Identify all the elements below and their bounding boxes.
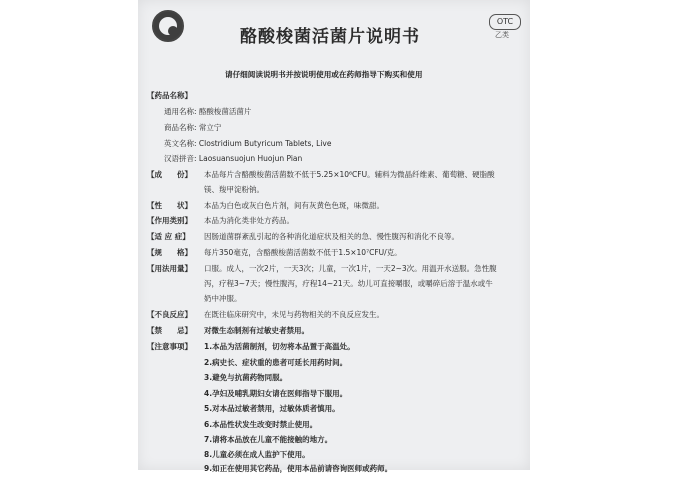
field-label: 通用名称: [164, 107, 197, 116]
section-label: 【成 份】 [147, 170, 192, 179]
field-value: Laosuansuojun Huojun Pian [198, 154, 303, 163]
precaution-item: 9.如正在使用其它药品，使用本品前请咨询医师或药师。 [204, 464, 393, 473]
section-text: 口服。成人，一次2片，一天3次；儿童，一次1片，一天2~3次。用温开水送服。急性腹 [204, 264, 497, 273]
section-text-continued: 泻，疗程3~7天；慢性腹泻，疗程14~21天。幼儿可直接嚼服，或嚼碎后溶于温水或牛 [204, 279, 493, 288]
field-value: 酪酸梭菌活菌片 [198, 107, 252, 116]
document-title: 酪酸梭菌活菌片说明书 [240, 27, 420, 47]
section-label: 【作用类别】 [147, 216, 192, 225]
precaution-item: 7.请将本品放在儿童不能接触的地方。 [204, 435, 333, 444]
field-english-name [164, 136, 331, 151]
section-composition [147, 167, 495, 182]
section-text: 本品每片含酪酸梭菌活菌数不低于5.25×10⁶CFU。辅料为微晶纤维素、葡萄糖、硬脂酸 [204, 170, 495, 179]
precaution-item: 5.对本品过敏者禁用，过敏体质者慎用。 [204, 404, 340, 413]
section-category [147, 213, 294, 228]
section-text: 本品为白色或灰白色片剂，间有灰黄色色斑，味微甜。 [204, 201, 384, 210]
field-generic-name [164, 104, 251, 119]
section-label: 【性 状】 [147, 201, 192, 210]
section-label: 【注意事项】 [147, 342, 192, 351]
field-label: 商品名称: [164, 123, 197, 132]
precaution-item: 3.避免与抗菌药物同服。 [204, 373, 288, 382]
section-indications [147, 229, 459, 244]
section-label: 【适 应 症】 [147, 232, 190, 241]
section-description [147, 198, 384, 213]
section-text-continued: 奶中冲服。 [204, 294, 242, 303]
section-adverse-reactions [147, 307, 384, 322]
field-value: Clostridium Butyricum Tablets, Live [198, 139, 332, 148]
section-label: 【不良反应】 [147, 310, 192, 319]
section-label: 【规 格】 [147, 248, 192, 257]
section-text: 每片350毫克，含酪酸梭菌活菌数不低于1.5×10⁷CFU/克。 [204, 248, 402, 257]
precaution-item: 4.孕妇及哺乳期妇女请在医师指导下服用。 [204, 389, 348, 398]
field-value: 常立宁 [198, 123, 222, 132]
precaution-item: 2.病史长、症状重的患者可延长用药时间。 [204, 358, 348, 367]
field-trade-name [164, 120, 221, 135]
section-text: 本品为消化类非处方药品。 [204, 216, 294, 225]
otc-badge: OTC [489, 14, 521, 30]
section-contraindications [147, 323, 309, 338]
field-label: 汉语拼音: [164, 154, 197, 163]
company-logo-icon [152, 10, 184, 42]
section-label: 【禁 忌】 [147, 326, 192, 335]
precaution-item: 8.儿童必须在成人监护下使用。 [204, 450, 310, 459]
section-text: 在既往临床研究中，未见与药物相关的不良反应发生。 [204, 310, 384, 319]
section-specification [147, 245, 402, 260]
otc-class-label: 乙类 [495, 31, 509, 39]
field-label: 英文名称: [164, 139, 197, 148]
section-text-continued: 镁、羧甲淀粉钠。 [204, 185, 264, 194]
section-precautions [147, 339, 355, 354]
precaution-item: 6.本品性状发生改变时禁止使用。 [204, 420, 318, 429]
section-text: 对微生态制剂有过敏史者禁用。 [204, 326, 309, 335]
section-dosage [147, 261, 497, 276]
section-label-drug-name: 【药品名称】 [147, 91, 192, 100]
field-pinyin-name [164, 151, 302, 166]
usage-advisory: 请仔细阅读说明书并按说明使用或在药师指导下购买和使用 [225, 70, 423, 79]
section-label: 【用法用量】 [147, 264, 192, 273]
precaution-item: 1.本品为活菌制剂，切勿将本品置于高温处。 [204, 342, 355, 351]
section-text: 因肠道菌群紊乱引起的各种消化道症状及相关的急、慢性腹泻和消化不良等。 [204, 232, 459, 241]
